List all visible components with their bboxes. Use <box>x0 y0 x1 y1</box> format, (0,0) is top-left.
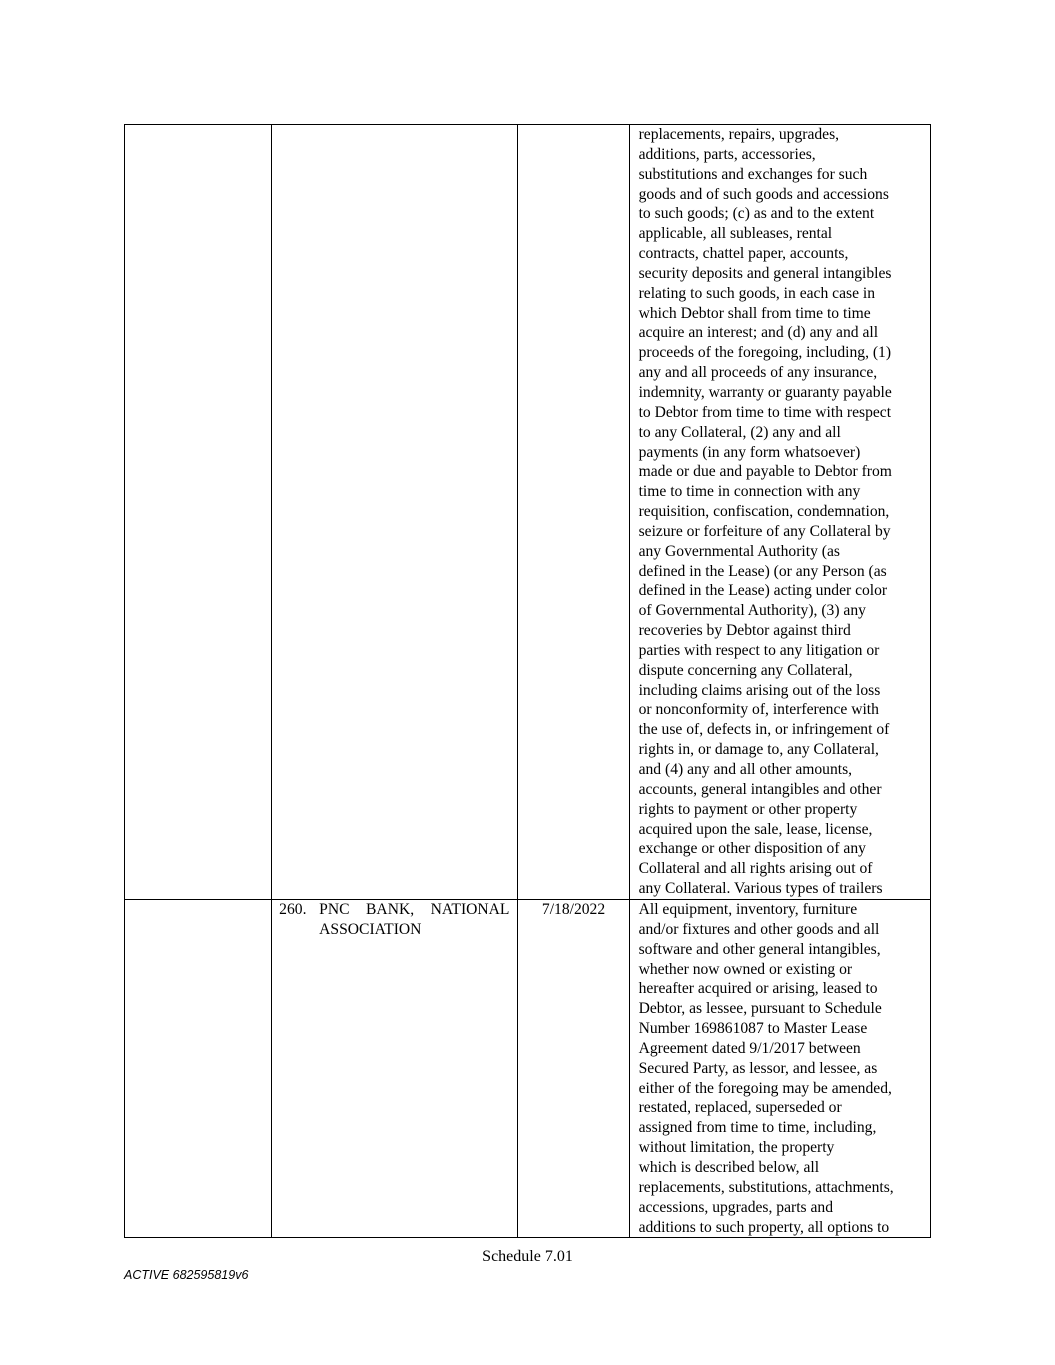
collateral-description: replacements, repairs, upgrades, additions, parts, accessories, substitutions and exchanges for such goods and of such goods and accessions to such goods; (c) as and to the extent applicable, all subleases, rental contracts, chattel paper, accounts, security deposits and general intangibles relating to such goods, in each case in which Debtor shall from time to time acquire an interest; and (d) any and all proceeds of the foregoing, including, (1) any and all proceeds of any insurance, indemnity, warranty or guaranty payable to Debtor from time to time with respect to any Collateral, (2) any and all payments (in any form whatsoever) made or due and payable to Debtor from time to time in connection with any requisition, confiscation, condemnation, seizure or forfeiture of any Collateral by any Governmental Authority (as defined in the Lease) (or any Person (as defined in the Lease) acting under color of Governmental Authority), (3) any recoveries by Debtor against third parties with respect to any litigation or dispute concerning any Collateral, including claims arising out of the loss or nonconformity of, interference with the use of, defects in, or infringement of rights in, or damage to, any Collateral, and (4) any and all other amounts, accounts, general intangibles and other rights to payment or other property acquired upon the sale, lease, license, exchange or other disposition of any Collateral and all rights arising out of any Collateral. Various types of trailers <box>629 125 930 900</box>
page-label: Schedule 7.01 <box>482 1248 573 1265</box>
table-row <box>125 125 931 900</box>
filing-date: 7/18/2022 <box>518 900 629 1238</box>
entry-number: 260. <box>279 901 307 918</box>
secured-party-name: PNC BANK, NATIONAL ASSOCIATION <box>319 901 510 938</box>
blank-cell <box>125 900 272 1238</box>
secured-party-cell <box>272 125 518 900</box>
document-id: ACTIVE 682595819v6 <box>124 1268 249 1282</box>
filing-date <box>518 125 629 900</box>
secured-party-cell <box>272 900 518 1238</box>
table-row <box>125 900 931 1238</box>
schedule-table <box>124 124 931 1238</box>
collateral-description: All equipment, inventory, furniture and/or fixtures and other goods and all software and other general intangibles, whether now owned or existing or hereafter acquired or arising, leased to Debtor, as lessee, pursuant to Schedule Number 169861087 to Master Lease Agreement dated 9/1/2017 between Secured Party, as lessor, and lessee, as either of the foregoing may be amended, restated, replaced, superseded or assigned from time to time, including, without limitation, the property which is described below, all replacements, substitutions, attachments, accessions, upgrades, parts and additions to such property, all options to <box>629 900 930 1238</box>
blank-cell <box>125 125 272 900</box>
